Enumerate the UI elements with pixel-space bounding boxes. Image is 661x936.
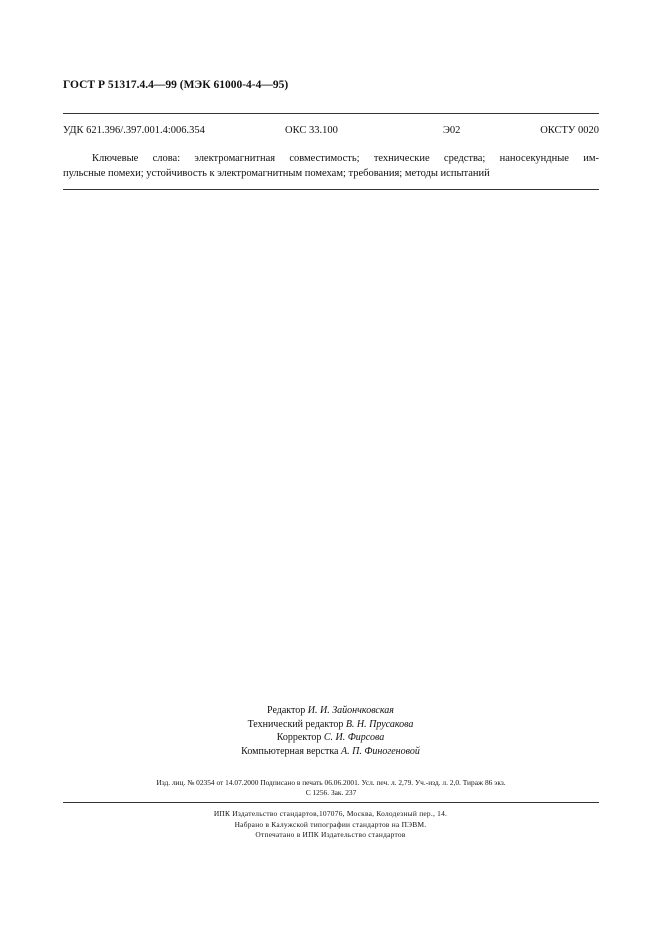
credit-label: Технический редактор xyxy=(247,718,344,730)
credit-name: А. П. Финогеновой xyxy=(340,745,420,757)
publisher-block xyxy=(0,809,661,841)
keywords-paragraph xyxy=(63,151,599,181)
credit-label: Корректор xyxy=(276,732,322,743)
credit-name: С. И. Фирсова xyxy=(323,732,385,743)
publisher-line: Набрано в Калужской типографии стандартов на ПЭВМ. xyxy=(234,819,427,829)
credit-editor xyxy=(0,704,661,718)
publisher-line: ИПК Издательство стандартов,107076, Москва, Колодезный пер., 14. xyxy=(213,809,448,818)
credits-block xyxy=(0,704,661,758)
document-designation: ГОСТ Р 51317.4.4—99 (МЭК 61000-4-4—95) xyxy=(63,79,289,91)
udk-code: УДК 621.396/.397.001.4:006.354 xyxy=(63,125,205,136)
category-code: Э02 xyxy=(443,125,461,136)
publisher-line: Отпечатано в ИПК Издательство стандартов xyxy=(255,830,406,839)
imprint-block xyxy=(63,778,599,798)
credit-name: В. Н. Прусакова xyxy=(345,718,414,730)
credit-name: И. И. Зайончковская xyxy=(307,705,394,716)
credit-corrector xyxy=(0,731,661,745)
credit-layout xyxy=(0,745,661,759)
imprint-divider xyxy=(63,802,599,803)
okstu-code: ОКСТУ 0020 xyxy=(540,125,599,136)
keywords-line: пульсные помехи; устойчивость к электромагнитным помехам; требования; методы испытаний xyxy=(63,168,490,179)
keywords-line: Ключевые слова: электромагнитная совместимость; технические средства; наносекундные им- xyxy=(92,153,599,164)
credit-tech-editor xyxy=(0,718,661,732)
oks-code: ОКС 33.100 xyxy=(285,125,338,136)
keywords-divider xyxy=(63,189,599,190)
imprint-line: С 1256. Зак. 237 xyxy=(305,788,357,797)
credit-label: Компьютерная верстка xyxy=(241,745,339,757)
imprint-line: Изд. лиц. № 02354 от 14.07.2000 Подписано в печать 06.06.2001. Усл. печ. л. 2,79. Уч.-изд. л. 2,0. Тираж 86 экз. xyxy=(156,778,506,787)
top-divider xyxy=(63,113,599,114)
credit-label: Редактор xyxy=(267,705,306,716)
